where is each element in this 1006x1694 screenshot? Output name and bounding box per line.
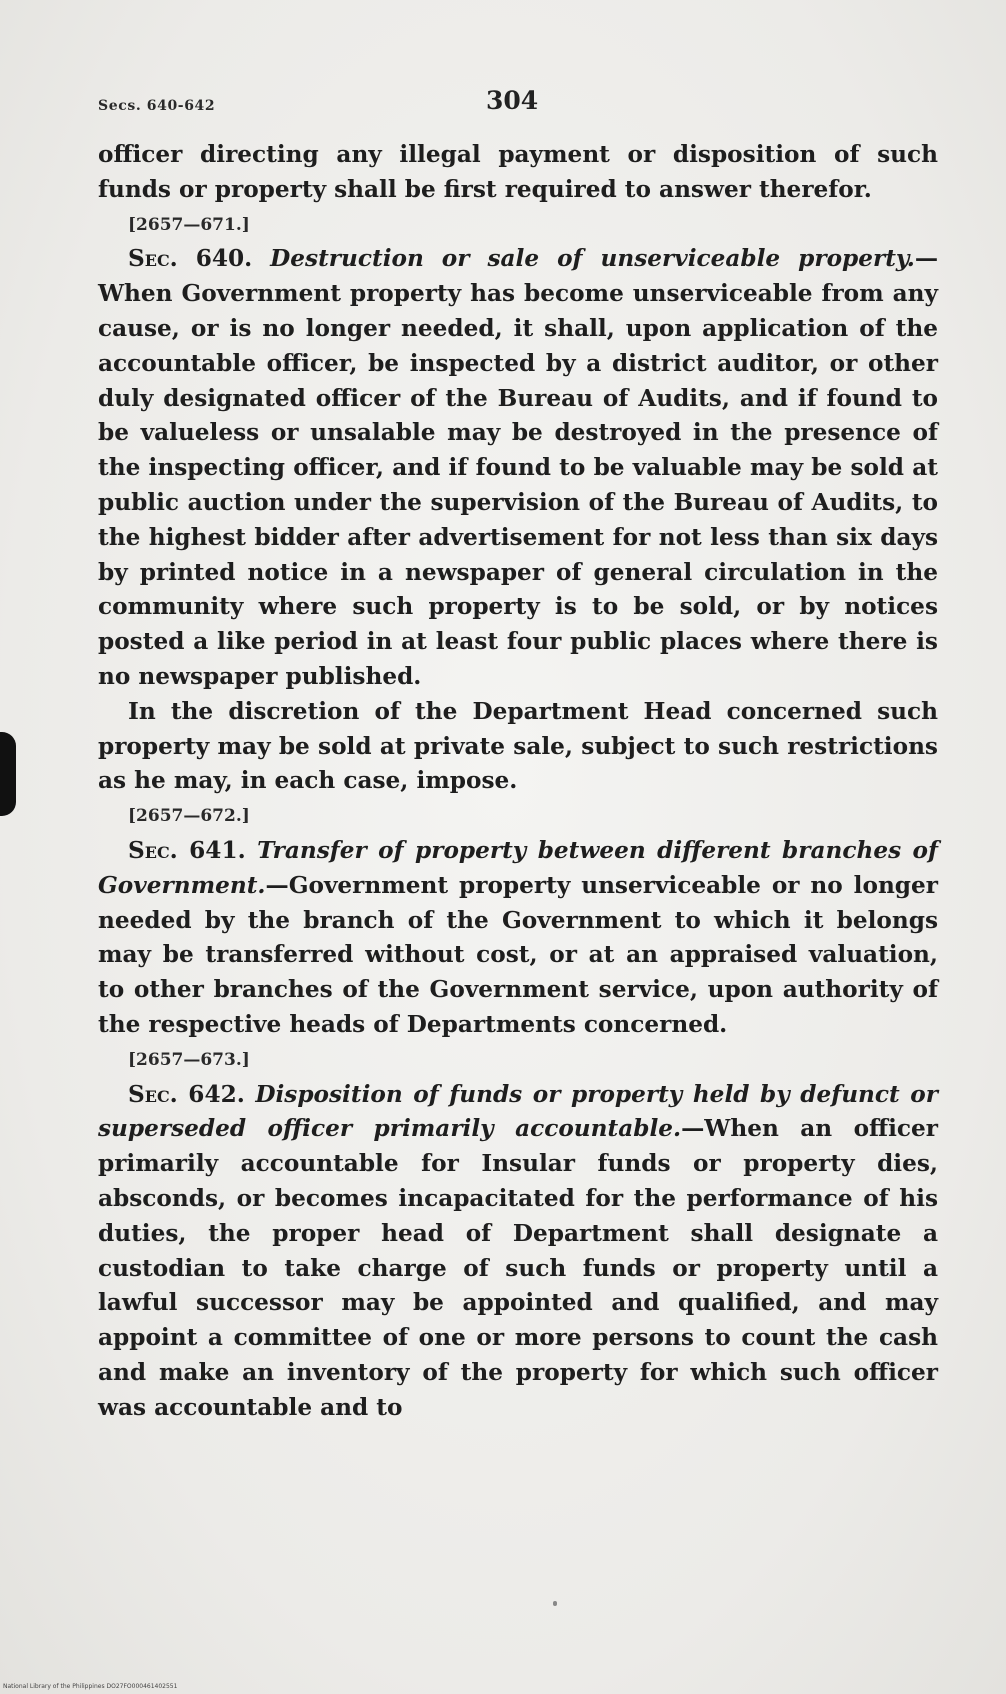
section-title: Transfer of property between different branches of Government.	[98, 836, 938, 899]
section-title: Destruction or sale of unserviceable property.	[270, 245, 915, 273]
section-640-paragraph-2: In the discretion of the Department Head concerned such property may be sold at private sale, subject to such restrictions as he may, in each case, impose.	[98, 697, 938, 795]
section-number: 642.	[177, 1080, 256, 1108]
citation-642: [2657—673.]	[128, 1049, 250, 1070]
section-number: 640.	[177, 245, 271, 273]
paragraph-continuation: officer directing any illegal payment or disposition of such funds or property shall be first required to answer therefor.	[98, 141, 938, 203]
page-number: 304	[486, 86, 539, 115]
section-label: Sec.	[128, 836, 178, 864]
section-label: Sec.	[128, 245, 178, 273]
section-641	[98, 834, 938, 1043]
section-text: —When an officer primarily accountable for Insular funds or property dies, absconds, or becomes incapacitated for the performance of his duties, the proper head of Department shall designate a custodian to take charge of such funds or property until a lawful successor may be appointed and qualified, and may appoint a committee of one or more persons to count the cash and make an inventory of the property for which such officer was accountable and to	[98, 1115, 938, 1421]
running-header-sections: Secs. 640-642	[98, 98, 216, 114]
section-text: —When Government property has become unserviceable from any cause, or is no longer needed, it shall, upon application of the accountable officer, be inspected by a district auditor, or other duly designated officer of the Bureau of Audits, and if found to be valueless or unsalable may be destroyed in the presence of the inspecting officer, and if found to be valuable may be sold at public auction under the supervision of the Bureau of Audits, to the highest bidder after advertisement for not less than six days by printed notice in a newspaper of general circulation in the community where such property is to be sold, or by notices posted a like period in at least four public places where there is no newspaper published.	[98, 245, 938, 690]
section-label: Sec.	[128, 1080, 178, 1108]
scan-footer: National Library of the Philippines DO27FO000461402551	[3, 1683, 178, 1690]
section-title: Disposition of funds or property held by defunct or superseded officer primarily accountable.	[98, 1080, 938, 1143]
section-text: —Government property unserviceable or no longer needed by the branch of the Government to which it belongs may be transferred without cost, or at an appraised valuation, to other branches of the Government service, upon authority of the respective heads of Departments concerned.	[98, 871, 938, 1038]
binding-shadow	[0, 732, 16, 816]
citation-640: [2657—671.]	[128, 214, 250, 235]
paper-speck	[553, 1601, 557, 1606]
body-text	[98, 138, 938, 1425]
section-number: 641.	[177, 836, 258, 864]
citation-641: [2657—672.]	[128, 806, 250, 827]
section-640	[98, 242, 938, 694]
section-642	[98, 1078, 938, 1426]
